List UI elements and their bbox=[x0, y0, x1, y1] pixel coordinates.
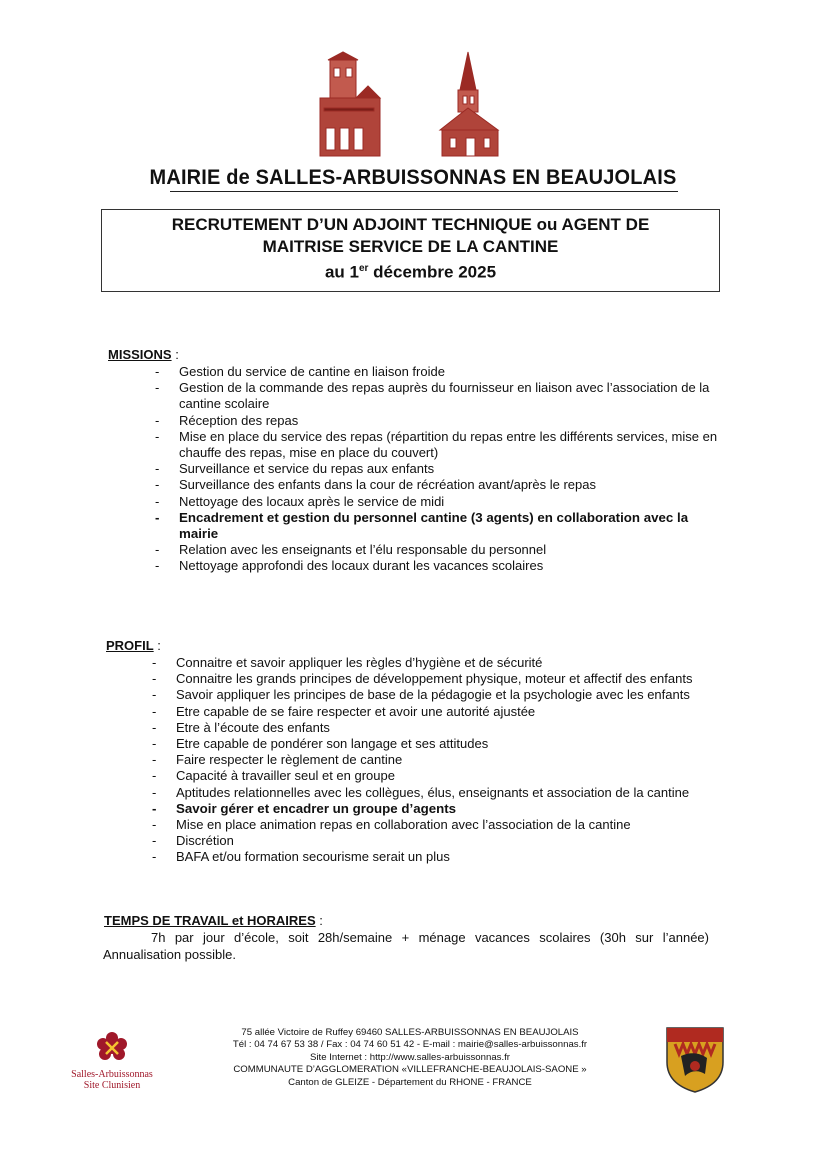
mission-item bbox=[155, 477, 719, 493]
footer-website: Site Internet : http://www.salles-arbuissonnas.fr bbox=[310, 1051, 510, 1063]
profil-item-text: Connaitre et savoir appliquer les règles d’hygiène et de sécurité bbox=[176, 655, 543, 670]
mission-item bbox=[155, 428, 719, 461]
temps-line-2: Annualisation possible. bbox=[103, 946, 236, 962]
title-line-2: MAITRISE SERVICE DE LA CANTINE bbox=[262, 237, 559, 256]
dash-bullet: - bbox=[152, 687, 157, 703]
profil-item-text: Capacité à travailler seul et en groupe bbox=[176, 768, 395, 784]
dash-bullet: - bbox=[152, 817, 157, 833]
profil-item bbox=[152, 833, 736, 849]
profil-item-text: Aptitudes relationnelles avec les collègues, élus, enseignants et association de la cantine bbox=[176, 784, 690, 800]
temps-line-1: 7h par jour d’école, soit 28h/semaine + ménage vacances scolaires (30h sur l’année) bbox=[151, 930, 709, 945]
temps-body bbox=[103, 930, 709, 963]
dash-bullet: - bbox=[155, 428, 160, 444]
profil-item-text: Faire respecter le règlement de cantine bbox=[176, 752, 403, 768]
dash-bullet: - bbox=[152, 655, 157, 670]
mission-item bbox=[155, 509, 719, 542]
site-logo-line-2: Site Clunisien bbox=[83, 1080, 141, 1091]
temps-heading: TEMPS DE TRAVAIL et HORAIRES : bbox=[104, 913, 323, 928]
footer-communaute: COMMUNAUTE D’AGGLOMERATION «VILLEFRANCHE-BEAUJOLAIS-SAONE » bbox=[233, 1064, 587, 1076]
dash-bullet: - bbox=[155, 380, 160, 396]
profil-item bbox=[152, 736, 736, 752]
title-line-1: RECRUTEMENT D’UN ADJOINT TECHNIQUE ou AGENT DE bbox=[171, 215, 650, 234]
dash-bullet: - bbox=[152, 849, 157, 865]
profil-item bbox=[152, 784, 736, 801]
mission-item-text: Surveillance et service du repas aux enfants bbox=[179, 461, 435, 477]
coat-of-arms-icon bbox=[665, 1026, 725, 1094]
mission-item-text: Mise en place du service des repas (répartition du repas entre les différents services, mise en chauffe des repas, mise en place du couvert) bbox=[179, 428, 718, 461]
dash-bullet: - bbox=[155, 558, 160, 574]
mission-item bbox=[155, 493, 719, 510]
mairie-title: MAIRIE de SALLES-ARBUISSONNAS EN BEAUJOLAIS bbox=[149, 166, 677, 189]
mission-item-text: Relation avec les enseignants et l’élu responsable du personnel bbox=[179, 542, 547, 558]
mission-item-text: Réception des repas bbox=[179, 412, 299, 428]
profil-item bbox=[152, 671, 736, 687]
mission-item-text: Surveillance des enfants dans la cour de récréation avant/après le repas bbox=[179, 477, 596, 493]
title-underline bbox=[170, 191, 678, 192]
profil-item bbox=[152, 655, 736, 671]
footer-address: 75 allée Victoire de Ruffey 69460 SALLES-ARBUISSONNAS EN BEAUJOLAIS bbox=[241, 1027, 579, 1038]
site-clunisien-logo bbox=[62, 1030, 162, 1091]
dash-bullet: - bbox=[155, 493, 160, 509]
dash-bullet: - bbox=[155, 477, 160, 493]
mission-item-text: Gestion du service de cantine en liaison froide bbox=[179, 364, 445, 379]
profil-item-text: Mise en place animation repas en collaboration avec l’association de la cantine bbox=[176, 817, 631, 833]
profil-heading: PROFIL : bbox=[106, 638, 161, 653]
footer-contact: Tél : 04 74 67 53 38 / Fax : 04 74 60 51 42 - E-mail : mairie@salles-arbuissonnas.fr bbox=[232, 1039, 588, 1051]
dash-bullet: - bbox=[152, 703, 157, 719]
dash-bullet: - bbox=[152, 833, 157, 849]
profil-item bbox=[152, 817, 736, 833]
mission-item-text: Encadrement et gestion du personnel cantine (3 agents) en collaboration avec la mairie bbox=[179, 509, 689, 542]
dash-bullet: - bbox=[152, 752, 157, 768]
mission-item bbox=[155, 364, 719, 380]
profil-list bbox=[152, 655, 736, 866]
mission-item bbox=[155, 558, 719, 574]
flower-icon bbox=[92, 1030, 132, 1066]
dash-bullet: - bbox=[152, 800, 157, 816]
profil-item bbox=[152, 703, 736, 720]
profil-item-text: Etre capable de se faire respecter et avoir une autorité ajustée bbox=[176, 703, 536, 719]
mission-item-text: Gestion de la commande des repas auprès du fournisseur en liaison avec l’association de la cantine scolaire bbox=[179, 380, 710, 412]
profil-item bbox=[152, 719, 736, 736]
missions-heading: MISSIONS : bbox=[108, 347, 179, 362]
profil-item bbox=[152, 768, 736, 784]
coat-of-arms bbox=[665, 1026, 725, 1094]
dash-bullet: - bbox=[152, 736, 157, 752]
dash-bullet: - bbox=[152, 768, 157, 784]
mission-item bbox=[155, 380, 719, 412]
profil-item bbox=[152, 752, 736, 768]
title-line-3: au 1er décembre 2025 bbox=[324, 262, 497, 282]
profil-item-text: Savoir gérer et encadrer un groupe d’agents bbox=[176, 800, 457, 816]
dash-bullet: - bbox=[155, 509, 160, 525]
footer-canton: Canton de GLEIZE - Département du RHONE - FRANCE bbox=[288, 1076, 532, 1088]
profil-item-text: Discrétion bbox=[176, 833, 234, 849]
church-logo bbox=[318, 50, 508, 160]
mission-item bbox=[155, 461, 719, 477]
mission-item bbox=[155, 542, 719, 558]
profil-item bbox=[152, 687, 736, 703]
dash-bullet: - bbox=[152, 784, 157, 800]
profil-item-text: Savoir appliquer les principes de base de la pédagogie et la psychologie avec les enfants bbox=[176, 687, 690, 703]
dash-bullet: - bbox=[155, 542, 160, 558]
footer bbox=[180, 1027, 640, 1089]
profil-item-text: Etre à l’écoute des enfants bbox=[176, 719, 330, 735]
dash-bullet: - bbox=[155, 412, 160, 428]
profil-item bbox=[152, 800, 736, 817]
profil-item-text: Etre capable de pondérer son langage et ses attitudes bbox=[176, 736, 489, 752]
church-logo-icon bbox=[318, 50, 508, 160]
profil-item bbox=[152, 849, 736, 865]
dash-bullet: - bbox=[152, 719, 157, 735]
profil-item-text: Connaitre les grands principes de développement physique, moteur et affectif des enfants bbox=[176, 671, 693, 687]
dash-bullet: - bbox=[152, 671, 157, 687]
recruitment-title-box bbox=[101, 209, 720, 292]
mission-item-text: Nettoyage des locaux après le service de midi bbox=[179, 493, 445, 509]
mission-item bbox=[155, 412, 719, 429]
site-logo-line-1: Salles-Arbuissonnas bbox=[71, 1069, 153, 1080]
mission-item-text: Nettoyage approfondi des locaux durant les vacances scolaires bbox=[179, 558, 544, 574]
dash-bullet: - bbox=[155, 461, 160, 477]
profil-item-text: BAFA et/ou formation secourisme serait un plus bbox=[176, 849, 450, 865]
dash-bullet: - bbox=[155, 364, 160, 379]
missions-list bbox=[155, 364, 719, 575]
